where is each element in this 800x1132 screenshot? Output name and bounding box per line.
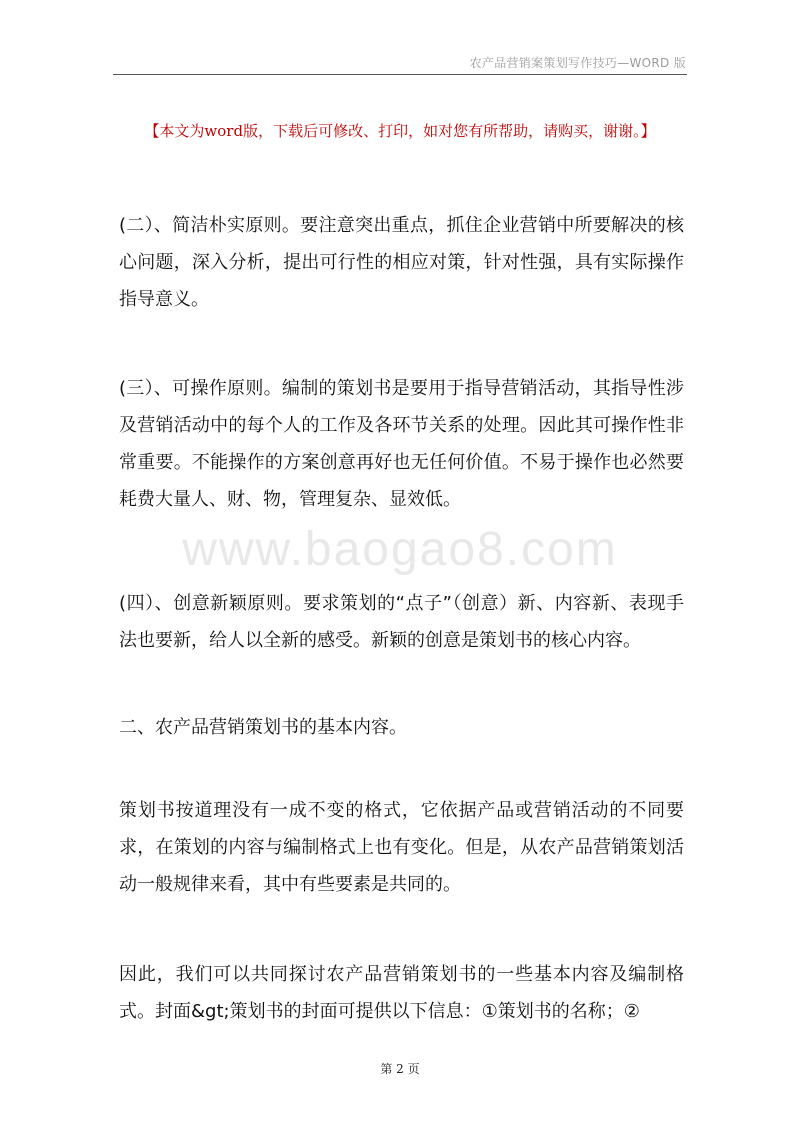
page-number: 第 2 页 bbox=[380, 1062, 420, 1076]
header-title: 农产品营销案策划写作技巧—WORD 版 bbox=[469, 56, 686, 70]
watermark: www.baogao8.com bbox=[182, 523, 618, 576]
section-heading-basic-content: 二、农产品营销策划书的基本内容。 bbox=[119, 717, 407, 738]
header-divider bbox=[113, 74, 687, 75]
purchase-notice: 【本文为word版，下载后可修改、打印，如对您有所帮助，请购买，谢谢。】 bbox=[144, 122, 656, 140]
paragraph-principle-2: (二）、简洁朴实原则。要注意突出重点，抓住企业营销中所要解决的核心问题，深入分析，提出可行性的相应对策，针对性强，具有实际操作指导意义。 bbox=[119, 215, 684, 310]
paragraph-cover-info: 因此，我们可以共同探讨农产品营销策划书的一些基本内容及编制格式。封面&gt;策划书的封面可提供以下信息：①策划书的名称；② bbox=[119, 964, 684, 1022]
paragraph-format-intro: 策划书按道理没有一成不变的格式，它依据产品或营销活动的不同要求，在策划的内容与编制格式上也有变化。但是，从农产品营销策划活动一般规律来看，其中有些要素是共同的。 bbox=[119, 800, 684, 895]
paragraph-principle-3: (三）、可操作原则。编制的策划书是要用于指导营销活动，其指导性涉及营销活动中的每个人的工作及各环节关系的处理。因此其可操作性非常重要。不能操作的方案创意再好也无任何价值。不易于操作也必然要耗费大量人、财、物，管理复杂、显效低。 bbox=[119, 378, 684, 510]
paragraph-principle-4: (四）、创意新颖原则。要求策划的“点子”（创意）新、内容新、表现手法也要新，给人以全新的感受。新颖的创意是策划书的核心内容。 bbox=[119, 593, 684, 651]
